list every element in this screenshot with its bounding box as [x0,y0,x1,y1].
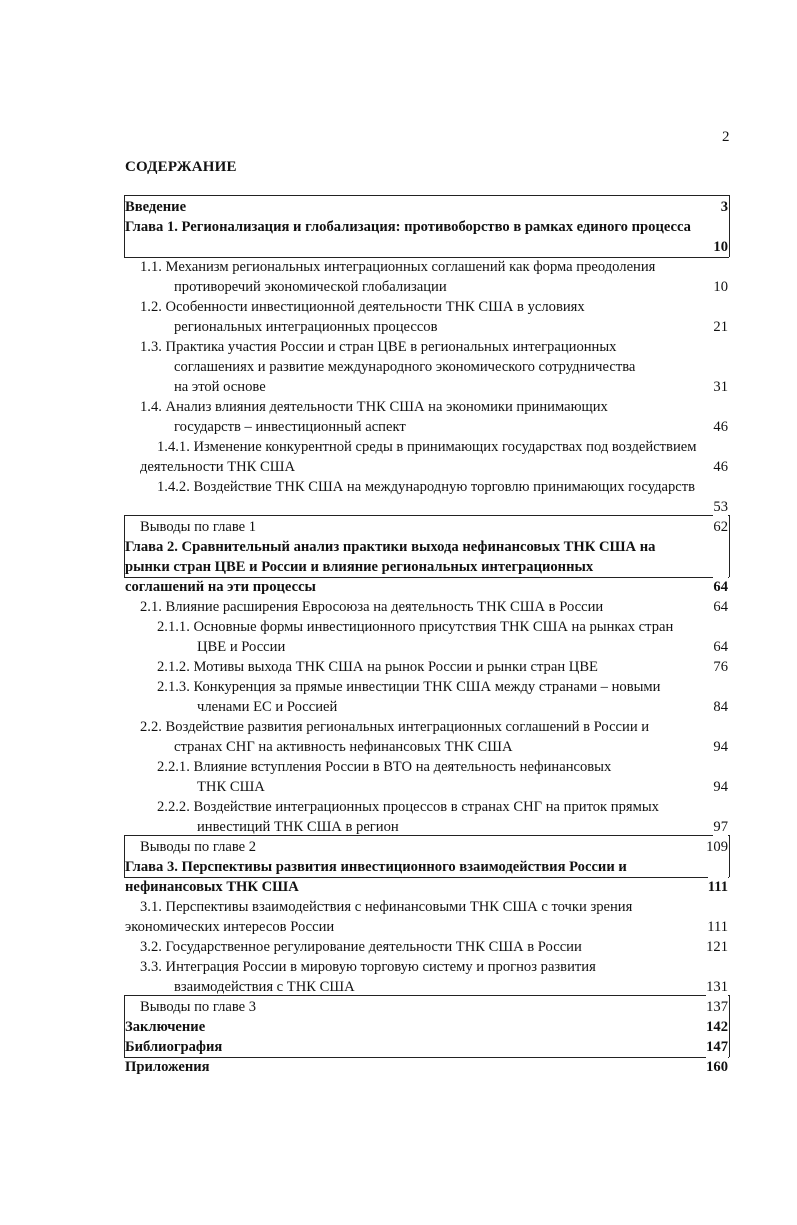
chapter-outline [124,195,125,257]
toc-entry-text: 3.3. Интеграция России в мировую торговую систему и прогноз развития [140,959,596,975]
toc-page-number: 10 [713,239,728,255]
toc-entry[interactable] [125,217,728,257]
chapter-outline [124,995,125,1057]
toc-page-number: 76 [713,659,728,675]
toc-page-number: 53 [713,499,728,515]
chapter-outline [729,515,730,577]
toc-title: СОДЕРЖАНИЕ [125,159,237,175]
toc-page-number: 64 [713,579,728,595]
toc-page-number: 94 [713,779,728,795]
toc-page-number: 121 [706,939,728,955]
toc-entry-text: деятельности ТНК США [140,459,296,475]
toc-page-number: 84 [713,699,728,715]
toc-entry[interactable] [157,477,728,517]
toc-entry-text: 1.2. Особенности инвестиционной деятельности ТНК США в условиях [140,299,585,315]
toc-entry[interactable] [140,437,728,477]
toc-entry-text: Глава 2. Сравнительный анализ практики выхода нефинансовых ТНК США на [125,539,656,555]
toc-page-number: 94 [713,739,728,755]
toc-entry[interactable] [140,517,728,537]
toc-entry[interactable] [125,537,728,597]
toc-entry[interactable] [157,657,728,677]
toc-entry[interactable] [125,1017,728,1037]
toc-entry-text: 1.3. Практика участия России и стран ЦВЕ в региональных интеграционных [140,339,617,355]
toc-entry[interactable] [140,257,728,297]
chapter-outline [729,195,730,257]
toc-entry[interactable] [140,997,728,1017]
toc-entry[interactable] [140,937,728,957]
toc-entry[interactable] [140,717,728,757]
toc-entry-text: странах СНГ на активность нефинансовых ТНК США [174,739,513,755]
toc-entry-text: взаимодействия с ТНК США [174,979,355,995]
toc-entry-text: соглашениях и развитие международного экономического сотрудничества [174,359,636,375]
toc-page-number: 142 [706,1019,728,1035]
toc-entry-text: 2.2.1. Влияние вступления России в ВТО на деятельность нефинансовых [157,759,612,775]
toc-entry-text: 2.2. Воздействие развития региональных интеграционных соглашений в России и [140,719,650,735]
toc-entry-text: Выводы по главе 1 [140,519,257,535]
toc-entry-text: государств – инвестиционный аспект [174,419,406,435]
toc-entry-text: ЦВЕ и России [197,639,286,655]
chapter-outline [124,835,729,836]
toc-entry-text: экономических интересов России [125,919,335,935]
toc-page-number: 147 [706,1039,728,1055]
toc-page-number: 97 [713,819,728,835]
toc-page-number: 64 [713,599,728,615]
toc-entry-text: 1.4.2. Воздействие ТНК США на международную торговлю принимающих государств [157,479,696,495]
toc-entry-text: на этой основе [174,379,266,395]
toc-entry-text: инвестиций ТНК США в регион [197,819,399,835]
toc-entry-text: Выводы по главе 3 [140,999,257,1015]
toc-page-number: 10 [713,279,728,295]
toc-entry-text: Глава 1. Регионализация и глобализация: противоборство в рамках единого процесса [125,219,691,235]
toc-entry-text: рынки стран ЦВЕ и России и влияние региональных интеграционных [125,559,594,575]
toc-page-number: 31 [713,379,728,395]
chapter-outline [124,257,729,258]
chapter-outline [124,515,125,577]
toc-entry-text: 1.4.1. Изменение конкурентной среды в принимающих государствах под воздействием [157,439,697,455]
toc-page-number: 111 [707,919,728,935]
toc-entry-text: 3.1. Перспективы взаимодействия с нефинансовыми ТНК США с точки зрения [140,899,633,915]
toc-page-number: 131 [706,979,728,995]
toc-entry[interactable] [157,677,728,717]
toc-page-number: 64 [713,639,728,655]
chapter-outline [124,1057,729,1058]
toc-entry[interactable] [157,617,728,657]
toc-entry-text: Библиография [125,1039,223,1055]
toc-entry[interactable] [140,297,728,337]
toc-entry-text: 2.1.2. Мотивы выхода ТНК США на рынок России и рынки стран ЦВЕ [157,659,598,675]
chapter-outline [124,577,729,578]
toc-page-number: 46 [713,419,728,435]
toc-entry[interactable] [140,597,728,617]
chapter-outline [124,515,729,516]
toc-entry-text: 2.1. Влияние расширения Евросоюза на деятельность ТНК США в России [140,599,604,615]
toc-entry[interactable] [157,797,728,837]
chapter-outline [124,995,729,996]
toc-entry-text: Глава 3. Перспективы развития инвестиционного взаимодействия России и [125,859,627,875]
toc-page-number: 46 [713,459,728,475]
toc-entry[interactable] [140,397,728,437]
toc-entry[interactable] [140,337,728,397]
toc-entry-text: ТНК США [197,779,265,795]
page-number: 2 [722,129,730,145]
toc-entry-text: 1.1. Механизм региональных интеграционных соглашений как форма преодоления [140,259,656,275]
toc-entry-text: 1.4. Анализ влияния деятельности ТНК США на экономики принимающих [140,399,608,415]
toc-entry[interactable] [125,1037,728,1057]
toc-entry-text: Заключение [125,1019,206,1035]
toc-page-number: 137 [706,999,728,1015]
toc-page-number: 62 [713,519,728,535]
toc-entry[interactable] [140,957,728,997]
chapter-outline [124,877,729,878]
toc-entry-text: региональных интеграционных процессов [174,319,438,335]
toc-entry-text: 2.2.2. Воздействие интеграционных процессов в странах СНГ на приток прямых [157,799,659,815]
toc-entry-text: членами ЕС и Россией [197,699,338,715]
toc-entry-text: Введение [125,199,187,215]
toc-entry-text: соглашений на эти процессы [125,579,316,595]
toc-page-number: 3 [720,199,728,215]
toc-entry-text: 2.1.1. Основные формы инвестиционного присутствия ТНК США на рынках стран [157,619,674,635]
toc-page-number: 109 [706,839,728,855]
chapter-outline [124,195,729,196]
toc-entry[interactable] [140,837,728,857]
toc-page-number: 160 [706,1059,728,1075]
toc-page-number: 21 [713,319,728,335]
toc-page-number: 111 [707,879,728,895]
chapter-outline [124,835,125,877]
toc-entry-text: 3.2. Государственное регулирование деятельности ТНК США в России [140,939,582,955]
toc-entry[interactable] [125,197,728,217]
toc-entry-text: нефинансовых ТНК США [125,879,299,895]
toc-entry-text: противоречий экономической глобализации [174,279,447,295]
toc-entry[interactable] [125,897,728,937]
chapter-outline [729,835,730,877]
toc-entry[interactable] [125,1057,728,1077]
toc-entry-text: Выводы по главе 2 [140,839,257,855]
chapter-outline [729,995,730,1057]
toc-entry-text: 2.1.3. Конкуренция за прямые инвестиции ТНК США между странами – новыми [157,679,661,695]
toc-entry[interactable] [157,757,728,797]
toc-entry-text: Приложения [125,1059,210,1075]
